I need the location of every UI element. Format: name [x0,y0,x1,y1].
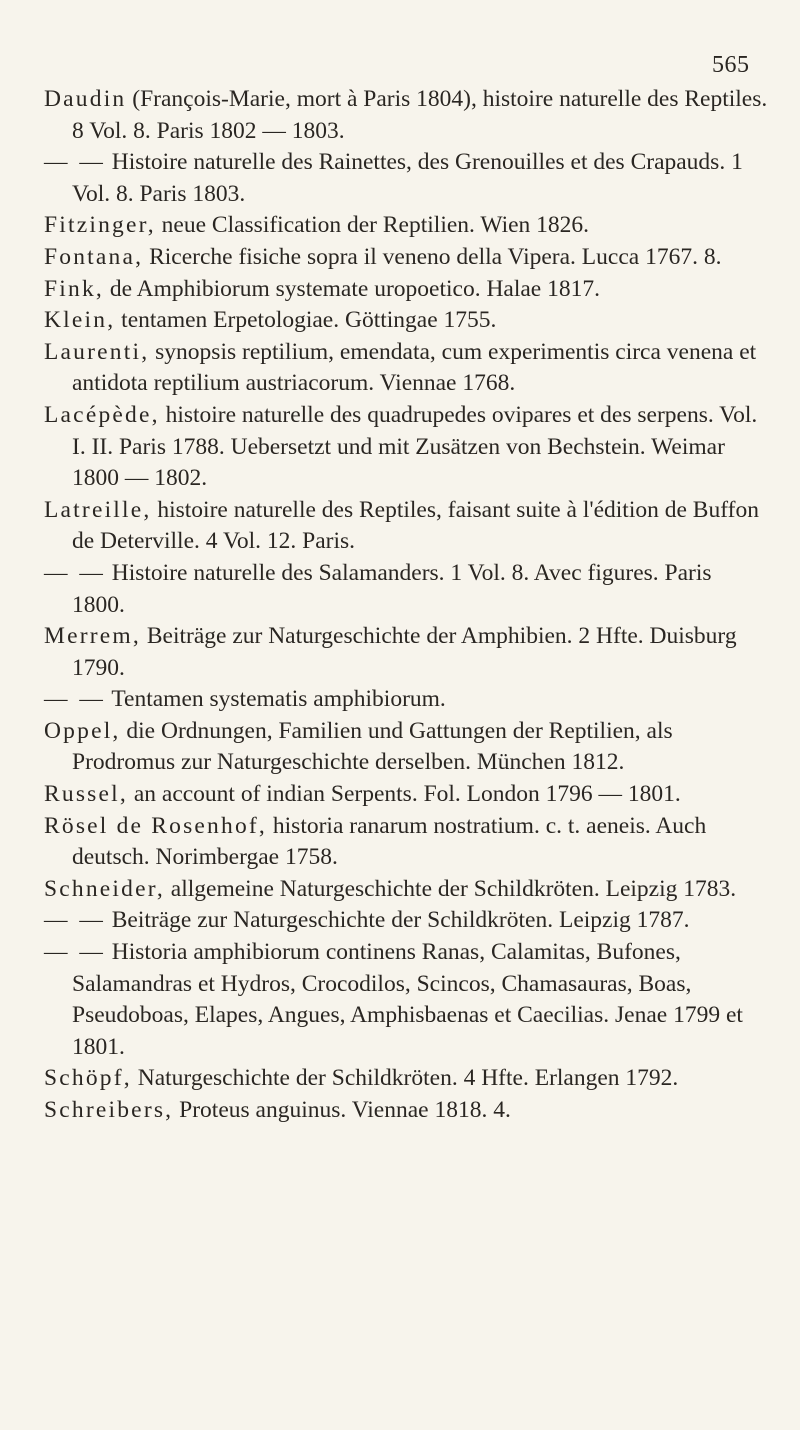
entry-text: Proteus anguinus. Viennae 1818. 4. [173,1097,511,1123]
entry-text: histoire naturelle des quadrupedes ovipares et des serpens. Vol. I. II. Paris 1788. Uebersetzt und mit Zusätzen von Bechstein. Weimar 1800 — 1802. [72,401,758,492]
entry-author: Latreille, [44,496,152,523]
entry-author: Schreibers, [44,1097,174,1123]
entry-author: Fontana, [44,243,144,270]
bibliography-entry [44,305,770,337]
bibliography-entry [44,210,770,242]
bibliography-entry [44,1063,770,1095]
entry-text: Naturgeschichte der Schildkröten. 4 Hfte. Erlangen 1792. [131,1065,679,1092]
entry-ditto-dash: — — [44,559,106,586]
entry-ditto-dash: — — [44,149,106,176]
entry-author: Rösel de Rosenhof, [44,812,268,839]
bibliography-entry [44,495,770,558]
entry-text: Beiträge zur Naturgeschichte der Amphibien. 2 Hfte. Duisburg 1790. [72,623,737,681]
bibliography-entry [44,400,770,495]
entry-ditto-dash: — — [44,939,106,966]
entry-text: die Ordnungen, Familien und Gattungen der Reptilien, als Prodromus zur Naturgeschichte derselben. München 1812. [72,717,673,776]
entry-text: (François-Marie, mort à Paris 1804), histoire naturelle des Reptiles. 8 Vol. 8. Paris 1802 — 1803. [72,86,768,144]
bibliography-entry [44,905,770,937]
entry-text: synopsis reptilium, emendata, cum experimentis circa venena et antidota reptilium austriacorum. Viennae 1768. [72,338,757,397]
entry-author: Russel, [44,781,128,808]
entry-author: Lacépède, [44,401,160,428]
entry-author: Fink, [44,275,104,302]
entry-author: Schöpf, [44,1065,132,1092]
entry-text: historia ranarum nostratium. c. t. aeneis. Auch deutsch. Norimbergae 1758. [72,812,707,871]
bibliography-entry [44,779,770,811]
entry-author: Klein, [44,307,116,334]
entry-text: Ricerche fisiche sopra il veneno della Vipera. Lucca 1767. 8. [143,243,722,270]
bibliography-entry [44,811,770,874]
entry-text: Histoire naturelle des Rainettes, des Grenouilles et des Crapauds. 1 Vol. 8. Paris 1803. [72,149,743,207]
entry-ditto-dash: — — [44,686,106,713]
entry-text: Histoire naturelle des Salamanders. 1 Vol. 8. Avec figures. Paris 1800. [72,559,712,618]
bibliography-entry [44,84,770,147]
bibliography-entry [44,1095,770,1127]
bibliography-entry [44,621,770,684]
entry-text: Tentamen systematis amphibiorum. [105,686,446,713]
bibliography-entry [44,337,770,400]
entry-text: de Amphibiorum systemate uropoetico. Halae 1817. [103,275,600,302]
bibliography-entry [44,684,770,716]
entry-ditto-dash: — — [44,907,106,934]
entry-author: Laurenti, [44,338,150,365]
entry-text: histoire naturelle des Reptiles, faisant suite à l'édition de Buffon de Deterville. 4 Vol. 12. Paris. [72,496,759,555]
entry-text: allgemeine Naturgeschichte der Schildkröten. Leipzig 1783. [164,875,737,902]
entry-author: Fitzinger, [44,212,156,239]
entry-text: Historia amphibiorum continens Ranas, Calamitas, Bufones, Salamandras et Hydros, Crocodilos, Scincos, Chamasauras, Boas, Pseudoboas, Elapes, Angues, Amphisbaenas et Caecilias. Jenae 1799 et 1801. [72,939,743,1060]
bibliography-entry [44,558,770,621]
entry-text: tentamen Erpetologiae. Göttingae 1755. [115,307,497,334]
bibliography-entry [44,874,770,906]
entry-author: Schneider, [44,875,165,902]
bibliography-entry [44,716,770,779]
entry-text: an account of indian Serpents. Fol. London 1796 — 1801. [127,781,681,808]
entry-author: Merrem, [44,623,141,650]
entry-text: neue Classification der Reptilien. Wien 1826. [155,212,590,239]
bibliography-entry [44,147,770,210]
bibliography-entry [44,274,770,306]
page-number: 565 [712,52,750,78]
entry-author: Oppel, [44,717,121,744]
bibliography-entry [44,937,770,1063]
entry-text: Beiträge zur Naturgeschichte der Schildkröten. Leipzig 1787. [105,907,690,934]
bibliography-entry [44,242,770,274]
bibliography-list [44,84,770,1127]
entry-author: Daudin [44,86,127,112]
